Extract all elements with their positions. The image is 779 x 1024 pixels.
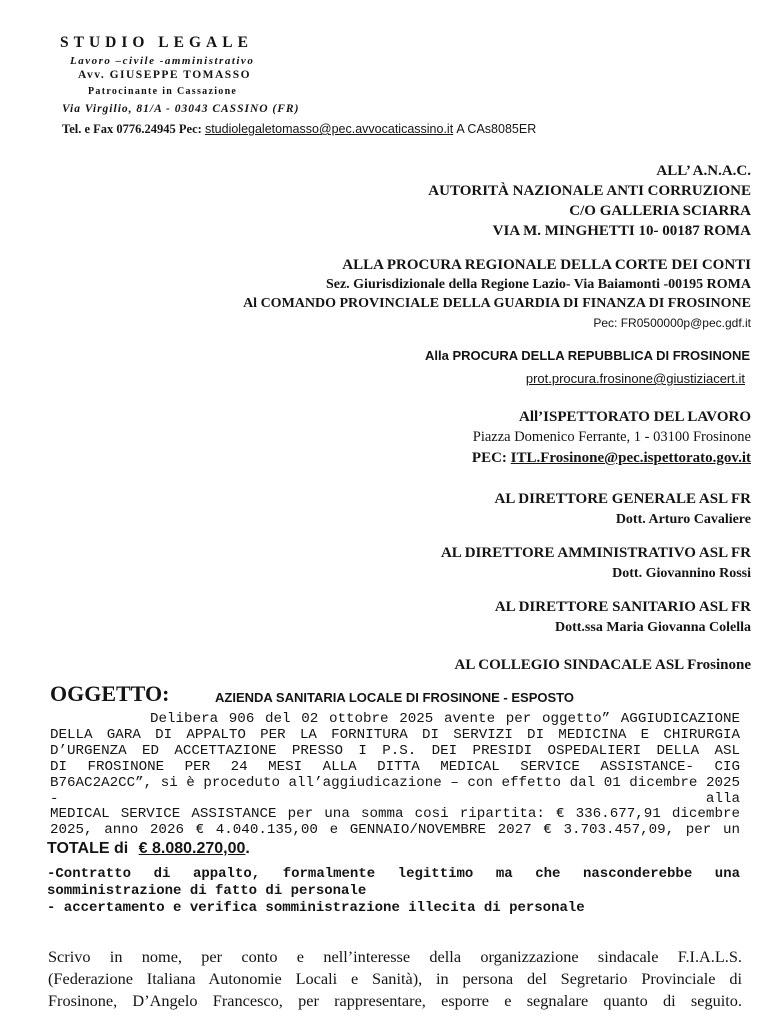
- direttore-sanitario-name: Dott.ssa Maria Giovanna Colella: [555, 620, 751, 635]
- pec-label: Pec:: [178, 122, 202, 136]
- tel-number: 0776.24945: [116, 122, 176, 136]
- recipient-direttore-sanitario: AL DIRETTORE SANITARIO ASL FR: [494, 599, 751, 615]
- subject-line-3: D’URGENZA ED ACCETTAZIONE PRESSO I P.S. DEI PRESIDI OSPEDALIERI DELLA ASL: [50, 742, 740, 759]
- subject-line-1: Delibera 906 del 02 ottobre 2025 avente per oggetto” AGGIUDICAZIONE: [150, 711, 740, 727]
- bullet-1: -Contratto di appalto, formalmente legittimo ma che nasconderebbe una: [47, 866, 740, 882]
- recipient-anac-line2: AUTORITÀ NAZIONALE ANTI CORRUZIONE: [428, 183, 751, 199]
- recipient-anac-line4: VIA M. MINGHETTI 10- 00187 ROMA: [492, 223, 751, 239]
- bullet-1-cont: somministrazione di fatto di personale: [47, 883, 367, 899]
- letterhead-contact: [62, 122, 536, 137]
- subject-bullets: [47, 866, 740, 917]
- letterhead-pec-suffix: A CAs8085ER: [456, 122, 537, 136]
- letterhead-subtitle: Lavoro –civile -amministrativo: [70, 55, 255, 67]
- recipient-collegio-sindacale: AL COLLEGIO SINDACALE ASL Frosinone: [454, 657, 751, 673]
- direttore-generale-name: Dott. Arturo Cavaliere: [615, 512, 751, 527]
- subject-label: OGGETTO:: [50, 681, 170, 706]
- letterhead-firm: STUDIO LEGALE: [60, 34, 253, 51]
- ispettorato-pec-label: PEC:: [471, 450, 507, 466]
- bullet-2: - accertamento e verifica somministrazione illecita di personale: [47, 900, 585, 916]
- total-label: TOTALE di: [47, 840, 129, 857]
- recipient-ispettorato: All’ISPETTORATO DEL LAVORO: [519, 409, 751, 425]
- subject-line-6: MEDICAL SERVICE ASSISTANCE per una somma cosi ripartita: € 336.677,91 dicembre: [50, 806, 740, 823]
- tel-label: Tel. e Fax: [62, 122, 114, 136]
- ispettorato-pec: [472, 450, 751, 467]
- closing-paragraph: [48, 946, 742, 1012]
- subject-total: [47, 840, 250, 858]
- closing-line-2: (Federazione Italiana Autonomie Locali e Sanità), in persona del Segretario Provinciale di: [48, 969, 742, 988]
- subject-line-2: DELLA GARA DI APPALTO PER LA FORNITURA DI SERVIZI DI MEDICINA E CHIRURGIA: [50, 726, 740, 743]
- recipient-anac-line3: C/O GALLERIA SCIARRA: [569, 203, 751, 219]
- subject-line-7: 2025, anno 2026 € 4.040.135,00 e GENNAIO/NOVEMBRE 2027 € 3.703.457,09, per un: [50, 822, 740, 839]
- procura-pec-link[interactable]: prot.procura.frosinone@giustiziacert.it: [525, 371, 745, 386]
- recipient-guardia-finanza: Al COMANDO PROVINCIALE DELLA GUARDIA DI FINANZA DI FROSINONE: [243, 296, 751, 311]
- subject-body: [50, 712, 740, 839]
- ispettorato-address: Piazza Domenico Ferrante, 1 - 03100 Frosinone: [472, 429, 751, 445]
- recipient-gdf-pec: Pec: FR0500000p@pec.gdf.it: [593, 316, 751, 330]
- recipient-corte-conti: ALLA PROCURA REGIONALE DELLA CORTE DEI CONTI: [342, 257, 751, 273]
- recipient-direttore-amministrativo: AL DIRETTORE AMMINISTRATIVO ASL FR: [440, 545, 751, 561]
- letterhead-lawyer: Avv. GIUSEPPE TOMASSO: [78, 69, 252, 81]
- subject-line-5: B76AC2A2CC”, si è proceduto all’aggiudicazione – con effetto dal 01 dicembre 2025 - alla: [50, 774, 740, 807]
- closing-line-1: Scrivo in nome, per conto e nell’interesse della organizzazione sindacale F.I.A.L.S.: [48, 947, 742, 966]
- letterhead-patronage: Patrocinante in Cassazione: [88, 86, 238, 97]
- letterhead-address: Via Virgilio, 81/A - 03043 CASSINO (FR): [62, 103, 300, 115]
- direttore-amministrativo-name: Dott. Giovannino Rossi: [612, 566, 751, 581]
- total-suffix: .: [245, 840, 250, 857]
- subject-title: AZIENDA SANITARIA LOCALE DI FROSINONE - ESPOSTO: [215, 690, 574, 705]
- closing-line-3: Frosinone, D’Angelo Francesco, per rappresentare, esporre e segnalare quanto di seguito.: [48, 991, 742, 1010]
- letterhead-pec-link[interactable]: studiolegaletomasso@pec.avvocaticassino.it: [204, 122, 454, 136]
- ispettorato-pec-link[interactable]: ITL.Frosinone@pec.ispettorato.gov.it: [510, 450, 751, 466]
- recipient-corte-conti-section: Sez. Giurisdizionale della Regione Lazio- Via Baiamonti -00195 ROMA: [325, 277, 751, 292]
- recipient-direttore-generale: AL DIRETTORE GENERALE ASL FR: [494, 491, 751, 507]
- recipient-anac-line1: ALL’ A.N.A.C.: [656, 163, 751, 179]
- recipient-procura-repubblica: Alla PROCURA DELLA REPUBBLICA DI FROSINONE: [424, 348, 750, 363]
- total-value: € 8.080.270,00: [138, 840, 246, 857]
- subject-line-4: DI FROSINONE PER 24 MESI ALLA DITTA MEDICAL SERVICE ASSISTANCE- CIG: [50, 758, 740, 775]
